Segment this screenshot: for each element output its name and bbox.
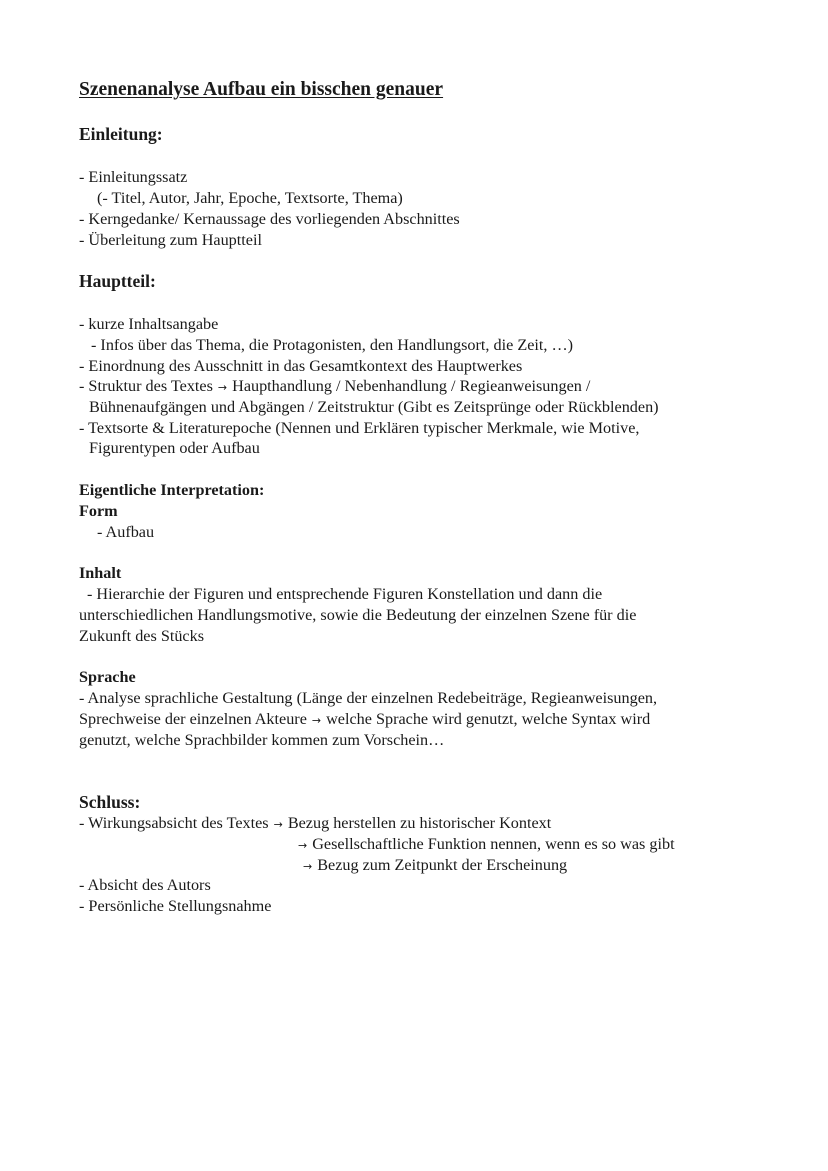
text-line: - kurze Inhaltsangabe: [79, 315, 219, 333]
text-segment: Sprechweise der einzelnen Akteure: [79, 710, 307, 728]
text-line: - Kerngedanke/ Kernaussage des vorliegenden Abschnittes: [79, 210, 460, 228]
text-segment: Haupthandlung / Nebenhandlung / Regieanweisungen /: [232, 377, 591, 395]
text-segment: Bezug herstellen zu historischer Kontext: [287, 814, 552, 832]
arrow-right-icon: →: [303, 860, 313, 873]
text-line: - Absicht des Autors: [79, 876, 211, 894]
text-line: - Persönliche Stellungsnahme: [79, 897, 272, 915]
text-line: - Aufbau: [97, 523, 155, 541]
text-line: [79, 376, 590, 399]
text-line: Bühnenaufgängen und Abgängen / Zeitstruktur (Gibt es Zeitsprünge oder Rückblenden): [89, 398, 659, 416]
document-title: Szenenanalyse Aufbau ein bisschen genauer: [79, 79, 444, 100]
text-line: Figurentypen oder Aufbau: [89, 439, 260, 457]
heading-schluss: Schluss:: [79, 792, 141, 812]
heading-sprache: Sprache: [79, 668, 136, 686]
text-line: - Überleitung zum Hauptteil: [79, 231, 262, 249]
text-line: [79, 709, 650, 732]
text-line: unterschiedlichen Handlungsmotive, sowie die Bedeutung der einzelnen Szene für die: [79, 606, 637, 624]
heading-inhalt: Inhalt: [79, 564, 122, 582]
text-segment: welche Sprache wird genutzt, welche Syntax wird: [326, 710, 651, 728]
arrow-right-icon: →: [273, 818, 283, 831]
text-line: - Analyse sprachliche Gestaltung (Länge der einzelnen Redebeiträge, Regieanweisungen,: [79, 689, 658, 707]
text-line: [293, 834, 675, 857]
text-segment: Gesellschaftliche Funktion nennen, wenn es so was gibt: [312, 835, 675, 853]
text-segment: - Wirkungsabsicht des Textes: [79, 814, 269, 832]
text-line: - Hierarchie der Figuren und entsprechende Figuren Konstellation und dann die: [87, 585, 603, 603]
text-line: genutzt, welche Sprachbilder kommen zum Vorschein…: [79, 731, 445, 749]
arrow-right-icon: →: [298, 839, 308, 852]
text-line: (- Titel, Autor, Jahr, Epoche, Textsorte, Thema): [97, 189, 403, 207]
heading-einleitung: Einleitung:: [79, 124, 163, 144]
text-line: - Infos über das Thema, die Protagonisten, den Handlungsort, die Zeit, …): [91, 336, 574, 354]
arrow-right-icon: →: [217, 381, 228, 394]
text-segment: - Struktur des Textes: [79, 377, 213, 395]
text-line: Zukunft des Stücks: [79, 627, 204, 645]
text-line: - Textsorte & Literaturepoche (Nennen und Erklären typischer Merkmale, wie Motive,: [79, 419, 640, 437]
text-line: - Einleitungssatz: [79, 168, 188, 186]
text-line: [79, 813, 551, 836]
heading-hauptteil: Hauptteil:: [79, 271, 156, 291]
text-segment: Bezug zum Zeitpunkt der Erscheinung: [317, 856, 568, 874]
heading-form: Form: [79, 502, 118, 520]
arrow-right-icon: →: [311, 714, 322, 727]
text-line: - Einordnung des Ausschnitt in das Gesamtkontext des Hauptwerkes: [79, 357, 523, 375]
text-line: [298, 855, 567, 878]
heading-interpretation: Eigentliche Interpretation:: [79, 481, 265, 499]
